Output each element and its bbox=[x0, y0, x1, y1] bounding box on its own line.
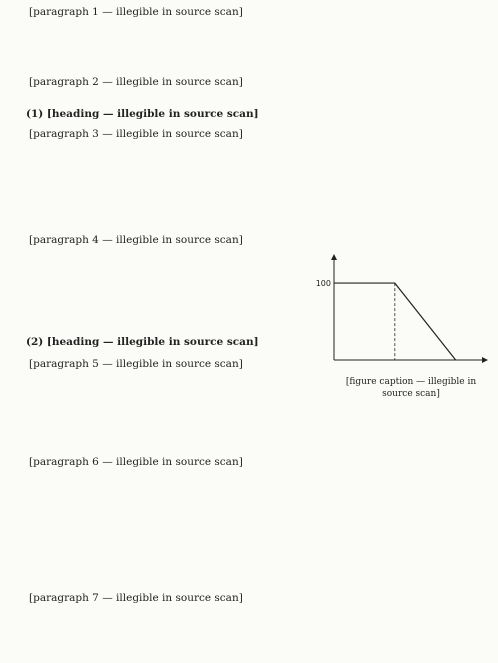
section-heading-2: (2) [heading — illegible in source scan] bbox=[26, 336, 259, 348]
paragraph-5: [paragraph 5 — illegible in source scan] bbox=[29, 358, 243, 370]
paragraph-4: [paragraph 4 — illegible in source scan] bbox=[29, 234, 243, 246]
derating-figure bbox=[315, 252, 490, 372]
derating-chart bbox=[315, 252, 490, 372]
section-heading-1: (1) [heading — illegible in source scan] bbox=[26, 108, 259, 120]
paragraph-7: [paragraph 7 — illegible in source scan] bbox=[29, 592, 243, 604]
y-tick-label-100: 100 bbox=[315, 279, 331, 289]
paragraph-3: [paragraph 3 — illegible in source scan] bbox=[29, 128, 243, 140]
paragraph-2: [paragraph 2 — illegible in source scan] bbox=[29, 76, 243, 88]
figure-caption: [figure caption — illegible in source scan] bbox=[345, 377, 477, 399]
paragraph-1: [paragraph 1 — illegible in source scan] bbox=[29, 6, 243, 18]
paragraph-6: [paragraph 6 — illegible in source scan] bbox=[29, 456, 243, 468]
y-axis-arrow bbox=[331, 254, 337, 260]
